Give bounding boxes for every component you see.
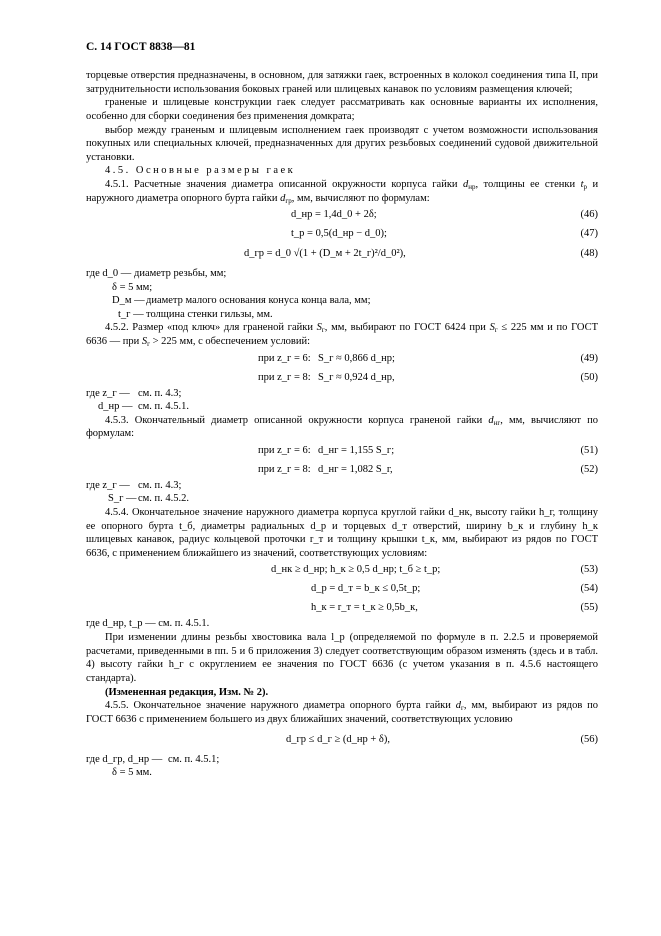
- paragraph: выбор между граненым и шлицевым исполнением гаек производят с учетом возможности использования покупных или специальных ключей, предназначенных для других резьбовых соединений судовой движительной установки.: [86, 124, 598, 163]
- amendment-note: (Измененная редакция, Изм. № 2).: [105, 686, 269, 698]
- legend-block: [86, 387, 598, 414]
- paragraph-4-5-5: 4.5.5. Окончательное значение наружного диаметра опорного бурта гайки $d_г$, мм, выбирают из рядов по ГОСТ 6636 с применением большего из двух ближайших значений, соответствующих условию: [86, 700, 599, 725]
- equation-53: [86, 560, 598, 579]
- equation-formula: h_к = r_т = t_к ≥ 0,5b_к,: [311, 602, 418, 614]
- page-header: С. 14 ГОСТ 8838—81: [86, 41, 196, 53]
- paragraph-4-5-3: 4.5.3. Окончательный диаметр описанной окружности корпуса граненой гайки $d_{нг}$, мм, вычисляют по формулам:: [86, 414, 598, 440]
- equation-formula: d_гр = d_0 √(1 + (D_м + 2t_г)²/d_0²),: [244, 248, 406, 260]
- legend-block: [86, 479, 598, 506]
- equation-54: [86, 579, 598, 598]
- paragraph-change-note: При изменении длины резьбы хвостовика вала l_р (определяемой по формуле в п. 2.2.5 и проверяемой расчетами, приведенными в пп. 5 и 6 приложения 3) следует соответствующим образом изменять (здесь и в табл. 4) высоту гайки h_г с округлением ее значения по ГОСТ 6636 (с учетом указания в п. 4.5.6 настоящего стандарта).: [86, 632, 598, 685]
- legend-item: δ = 5 мм.: [112, 767, 152, 779]
- legend-block: [86, 753, 598, 780]
- section-heading-4-5: 4.5. Основные размеры гаек: [105, 165, 296, 177]
- equation-47: [86, 224, 598, 243]
- legend-item: где d_0 — диаметр резьбы, мм;: [86, 268, 227, 280]
- document-page: [86, 40, 598, 780]
- equation-formula: d_нк ≥ d_нр; h_к ≥ 0,5 d_нр; t_б ≥ t_р;: [271, 564, 441, 576]
- legend-item: где d_гр, d_нр — см. п. 4.5.1;: [86, 753, 220, 765]
- legend-item: δ = 5 мм;: [112, 281, 153, 293]
- legend-item: где z_г — см. п. 4.3;: [86, 479, 182, 491]
- legend-item: S_г — см. п. 4.5.2.: [108, 493, 190, 505]
- equation-52: [86, 460, 598, 479]
- legend-line: где d_нр, t_р — см. п. 4.5.1.: [86, 618, 210, 630]
- equation-number: (54): [580, 583, 598, 595]
- equation-condition: при z_г = 6:: [258, 444, 311, 456]
- equation-number: (56): [580, 733, 598, 745]
- equation-number: (50): [580, 371, 598, 383]
- paragraph: граненые и шлицевые конструкции гаек следует рассматривать как основные варианты их исполнения, особенно для сборки соединения без применения домкрата;: [86, 97, 598, 122]
- equation-number: (46): [580, 209, 598, 221]
- paragraph: торцевые отверстия предназначены, в основном, для затяжки гаек, встроенных в колокол соединения типа II, при затруднительности использования боковых граней или шлицевых канавок по условиям размещения ключей;: [86, 69, 598, 95]
- equation-number: (53): [580, 564, 598, 576]
- equation-formula: d_гр ≤ d_г ≥ (d_нр + δ),: [286, 733, 390, 745]
- equation-formula: d_нр = 1,4d_0 + 2δ;: [291, 209, 377, 221]
- equation-51: [86, 441, 598, 460]
- legend-item: D_м — диаметр малого основания конуса конца вала, мм;: [112, 295, 371, 307]
- legend-block: [86, 267, 598, 321]
- legend-item: d_нр — см. п. 4.5.1.: [98, 401, 190, 413]
- equation-number: (55): [580, 602, 598, 614]
- paragraph-4-5-4: 4.5.4. Окончательное значение наружного диаметра корпуса круглой гайки d_нк, высоту гайки h_г, толщину ее опорного бурта t_б, диаметры радиальных d_р и торцевых d_т отверстий, ширину b_к и глубину h_к шлицевых канавок, радиус кольцевой проточки r_т и толщину крышки t_к, мм, выбирают из рядов по ГОСТ 6636, с применением ближайшего из значений, соответствующих условиям:: [86, 506, 598, 559]
- equation-46: [86, 205, 598, 224]
- equation-number: (51): [580, 444, 598, 456]
- legend-item: где z_г — см. п. 4.3;: [86, 387, 182, 399]
- equation-48: [86, 243, 598, 265]
- equation-number: (47): [580, 228, 598, 240]
- equation-50: [86, 368, 598, 387]
- equation-number: (52): [580, 463, 598, 475]
- equation-formula: S_г ≈ 0,866 d_нр;: [318, 352, 395, 364]
- legend-item: t_г — толщина стенки гильзы, мм.: [118, 308, 273, 320]
- equation-formula: t_р = 0,5(d_нр − d_0);: [291, 228, 387, 240]
- paragraph-4-5-1: 4.5.1. Расчетные значения диаметра описанной окружности корпуса гайки $d_{нр}$, толщины ее стенки $t_р$ и наружного диаметра опорного бурта гайки $d_{гр}$, мм, вычисляют по формулам:: [86, 179, 599, 205]
- equation-number: (49): [580, 352, 598, 364]
- equation-formula: S_г ≈ 0,924 d_нр,: [318, 371, 395, 383]
- paragraph-4-5-2: 4.5.2. Размер «под ключ» для граненой гайки $S_г$, мм, выбирают по ГОСТ 6424 при $S_г \le 225$ мм и по ГОСТ 6636 — при $S_г > 225$ мм, с обеспечением условий:: [86, 322, 599, 348]
- equation-formula: d_р = d_т = b_к ≤ 0,5t_р;: [311, 583, 421, 595]
- equation-formula: d_нг = 1,155 S_г;: [318, 444, 395, 456]
- equation-condition: при z_г = 8:: [258, 371, 311, 383]
- equation-condition: при z_г = 6:: [258, 352, 311, 364]
- equation-56: [86, 727, 598, 753]
- equation-formula: d_нг = 1,082 S_г,: [318, 463, 393, 475]
- equation-55: [86, 598, 598, 617]
- equation-49: [86, 349, 598, 368]
- equation-condition: при z_г = 8:: [258, 463, 311, 475]
- equation-number: (48): [580, 248, 598, 260]
